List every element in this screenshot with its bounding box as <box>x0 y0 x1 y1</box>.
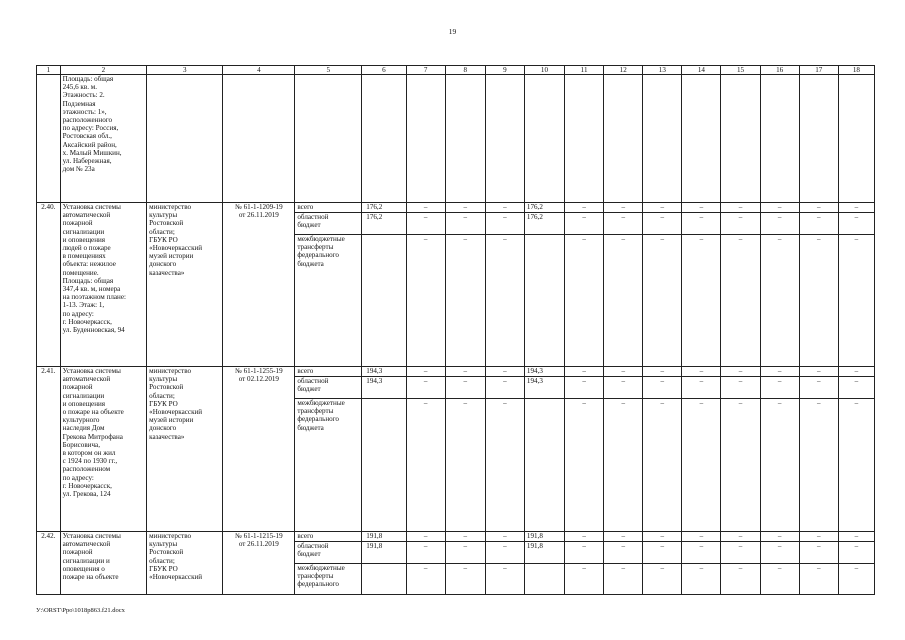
amount-cell: – <box>838 367 874 377</box>
amount-cell: – <box>604 203 643 213</box>
amount-cell: – <box>760 367 799 377</box>
amount-cell: – <box>760 213 799 235</box>
amount-cell: – <box>721 532 760 542</box>
amount-cell: – <box>721 542 760 564</box>
amount-cell: – <box>643 532 682 542</box>
year-amount-cell <box>524 399 564 532</box>
amount-cell: – <box>445 367 485 377</box>
amount-cell: – <box>406 203 445 213</box>
amount-cell: – <box>604 399 643 532</box>
object-description: Установка системы автоматической пожарной сигнализации и оповещения о пожаре на объекте культурного наследия Дом Грекова Митрофана Борисовича, в котором он жил с 1924 по 1930 гг., расположенном по адресу: г. Новочеркасск, ул. Грекова, 124 <box>60 367 146 532</box>
amount-cell: – <box>445 399 485 532</box>
amount-cell: – <box>760 235 799 367</box>
amount-cell: – <box>643 203 682 213</box>
approval-document: № 61-1-1215-19 от 26.11.2019 <box>223 532 295 595</box>
row-number-cell <box>37 75 61 203</box>
amount-cell: – <box>445 213 485 235</box>
amount-cell: – <box>799 377 838 399</box>
amount-cell: – <box>485 213 524 235</box>
column-number-header: 4 <box>223 66 295 75</box>
page-number: 19 <box>448 27 457 36</box>
amount-cell: – <box>485 203 524 213</box>
amount-cell: – <box>682 367 721 377</box>
amount-cell: – <box>799 564 838 595</box>
amount-cell: – <box>643 377 682 399</box>
amount-cell: – <box>643 367 682 377</box>
amount-cell: – <box>406 235 445 367</box>
amount-cell: – <box>682 235 721 367</box>
total-amount-cell: 176,2 <box>362 203 406 213</box>
amount-cell: – <box>721 564 760 595</box>
amount-cell: – <box>760 532 799 542</box>
funding-source: всего <box>295 203 362 213</box>
amount-cell: – <box>721 367 760 377</box>
amount-cell: – <box>760 399 799 532</box>
amount-cell: – <box>643 213 682 235</box>
amount-cell: – <box>799 213 838 235</box>
amount-cell: – <box>485 377 524 399</box>
amount-cell: – <box>838 564 874 595</box>
year-amount-cell <box>524 235 564 367</box>
year-amount-cell: 191,8 <box>524 532 564 542</box>
amount-cell: – <box>604 377 643 399</box>
table-row <box>37 532 875 542</box>
row-number: 2.42. <box>37 532 61 595</box>
amount-cell: – <box>760 377 799 399</box>
amount-cell: – <box>445 203 485 213</box>
funding-source: всего <box>295 367 362 377</box>
amount-cell: – <box>721 203 760 213</box>
file-path-footer: У:\ORST\Ppo\1018p863.f21.docx <box>36 607 125 614</box>
amount-cell: – <box>406 377 445 399</box>
column-number-header: 12 <box>604 66 643 75</box>
amount-cell: – <box>406 564 445 595</box>
amount-cell: – <box>643 399 682 532</box>
amount-cell: – <box>838 203 874 213</box>
amount-cell: – <box>721 377 760 399</box>
amount-cell: – <box>604 542 643 564</box>
amount-cell: – <box>643 564 682 595</box>
amount-cell: – <box>565 564 604 595</box>
amount-cell: – <box>682 564 721 595</box>
amount-cell: – <box>760 564 799 595</box>
amount-cell: – <box>682 399 721 532</box>
responsible-organization: министерство культуры Ростовской области; ГБУК РО «Новочеркасский музей истории донского казачества» <box>147 203 223 367</box>
funding-source: межбюджетные трансферты федерального бюджета <box>295 399 362 532</box>
column-number-header: 13 <box>643 66 682 75</box>
amount-cell: – <box>721 399 760 532</box>
column-number-header: 3 <box>147 66 223 75</box>
amount-cell: – <box>838 542 874 564</box>
responsible-organization: министерство культуры Ростовской области; ГБУК РО «Новочеркасский <box>147 532 223 595</box>
amount-cell: – <box>604 564 643 595</box>
row-number: 2.41. <box>37 367 61 532</box>
column-number-header: 16 <box>760 66 799 75</box>
amount-cell: – <box>485 367 524 377</box>
amount-cell: – <box>485 564 524 595</box>
row-number: 2.40. <box>37 203 61 367</box>
object-description: Площадь: общая 245,6 кв. м. Этажность: 2. Подземная этажность: 1», расположенного по адресу: Россия, Ростовская обл., Аксайский район, х. Малый Мишкин, ул. Набережная, дом № 23а <box>60 75 146 203</box>
amount-cell: – <box>643 542 682 564</box>
year-amount-cell: 176,2 <box>524 203 564 213</box>
column-number-header: 5 <box>295 66 362 75</box>
total-amount-cell <box>362 564 406 595</box>
amount-cell: – <box>445 235 485 367</box>
funding-source: всего <box>295 532 362 542</box>
amount-cell: – <box>445 564 485 595</box>
amount-cell: – <box>565 213 604 235</box>
amount-cell: – <box>838 377 874 399</box>
amount-cell: – <box>445 542 485 564</box>
total-amount-cell <box>362 235 406 367</box>
amount-cell: – <box>838 532 874 542</box>
column-number-header: 15 <box>721 66 760 75</box>
amount-cell: – <box>565 377 604 399</box>
amount-cell: – <box>682 203 721 213</box>
column-number-header: 8 <box>445 66 485 75</box>
total-amount-cell: 194,3 <box>362 377 406 399</box>
total-amount-cell: 191,8 <box>362 542 406 564</box>
column-number-row <box>37 66 875 75</box>
amount-cell: – <box>445 532 485 542</box>
year-amount-cell: 194,3 <box>524 367 564 377</box>
year-amount-cell: 176,2 <box>524 213 564 235</box>
column-number-header: 10 <box>524 66 564 75</box>
amount-cell: – <box>838 399 874 532</box>
funding-source: областной бюджет <box>295 377 362 399</box>
amount-cell: – <box>604 532 643 542</box>
year-amount-cell <box>524 564 564 595</box>
amount-cell: – <box>406 399 445 532</box>
object-description: Установка системы автоматической пожарной сигнализации и оповещения людей о пожаре в помещениях объекта: нежилое помещение. Площадь: общая 347,4 кв. м, номера на поэтажном плане: 1-13. Этаж: 1, по адресу: г. Новочеркасск, ул. Буденновская, 94 <box>60 203 146 367</box>
amount-cell: – <box>445 377 485 399</box>
amount-cell: – <box>485 532 524 542</box>
amount-cell: – <box>838 235 874 367</box>
amount-cell: – <box>799 367 838 377</box>
responsible-organization: министерство культуры Ростовской области; ГБУК РО «Новочеркасский музей истории донского казачества» <box>147 367 223 532</box>
funding-table <box>36 65 875 595</box>
funding-source: межбюджетные трансферты федерального <box>295 564 362 595</box>
amount-cell: – <box>406 532 445 542</box>
total-amount-cell: 194,3 <box>362 367 406 377</box>
column-number-header: 9 <box>485 66 524 75</box>
amount-cell: – <box>485 542 524 564</box>
column-number-header: 14 <box>682 66 721 75</box>
amount-cell: – <box>565 399 604 532</box>
amount-cell: – <box>485 235 524 367</box>
year-amount-cell: 191,8 <box>524 542 564 564</box>
column-number-header: 7 <box>406 66 445 75</box>
object-description: Установка системы автоматической пожарной сигнализации и оповещения о пожаре на объекте <box>60 532 146 595</box>
amount-cell: – <box>565 532 604 542</box>
amount-cell: – <box>799 532 838 542</box>
total-amount-cell <box>362 399 406 532</box>
amount-cell: – <box>406 213 445 235</box>
column-number-header: 6 <box>362 66 406 75</box>
amount-cell: – <box>406 542 445 564</box>
amount-cell: – <box>721 235 760 367</box>
column-number-header: 2 <box>60 66 146 75</box>
amount-cell: – <box>799 399 838 532</box>
amount-cell: – <box>799 203 838 213</box>
amount-cell: – <box>682 377 721 399</box>
amount-cell: – <box>799 542 838 564</box>
amount-cell: – <box>604 235 643 367</box>
approval-document: № 61-1-1209-19 от 26.11.2019 <box>223 203 295 367</box>
amount-cell: – <box>643 235 682 367</box>
column-number-header: 17 <box>799 66 838 75</box>
continuation-row <box>37 75 875 203</box>
table-row <box>37 203 875 213</box>
amount-cell: – <box>760 542 799 564</box>
year-amount-cell: 194,3 <box>524 377 564 399</box>
amount-cell: – <box>604 213 643 235</box>
amount-cell: – <box>682 542 721 564</box>
amount-cell: – <box>760 203 799 213</box>
column-number-header: 11 <box>565 66 604 75</box>
amount-cell: – <box>565 367 604 377</box>
table-row <box>37 367 875 377</box>
amount-cell: – <box>406 367 445 377</box>
approval-document: № 61-1-1255-19 от 02.12.2019 <box>223 367 295 532</box>
funding-source: межбюджетные трансферты федерального бюджета <box>295 235 362 367</box>
total-amount-cell: 191,8 <box>362 532 406 542</box>
amount-cell: – <box>721 213 760 235</box>
amount-cell: – <box>485 399 524 532</box>
total-amount-cell: 176,2 <box>362 213 406 235</box>
amount-cell: – <box>682 213 721 235</box>
amount-cell: – <box>838 213 874 235</box>
amount-cell: – <box>565 542 604 564</box>
amount-cell: – <box>565 235 604 367</box>
amount-cell: – <box>799 235 838 367</box>
amount-cell: – <box>565 203 604 213</box>
amount-cell: – <box>682 532 721 542</box>
funding-source: областной бюджет <box>295 542 362 564</box>
column-number-header: 18 <box>838 66 874 75</box>
funding-source: областной бюджет <box>295 213 362 235</box>
column-number-header: 1 <box>37 66 61 75</box>
amount-cell: – <box>604 367 643 377</box>
